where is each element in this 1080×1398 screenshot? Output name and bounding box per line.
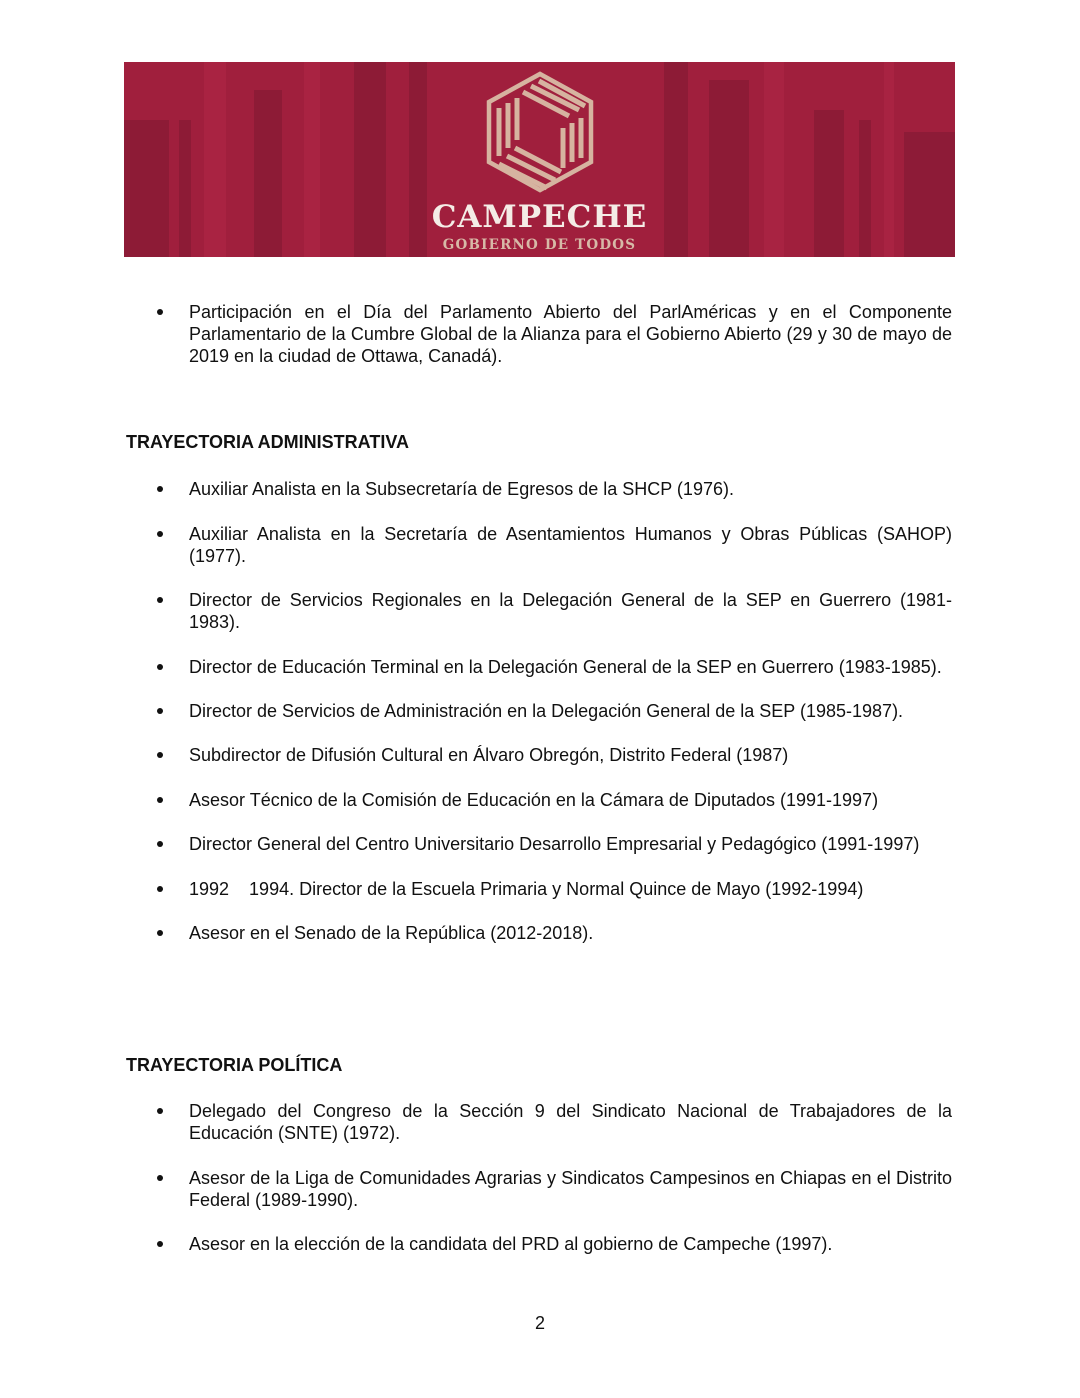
list-item: Asesor Técnico de la Comisión de Educación en la Cámara de Diputados (1991-1997)	[0, 789, 952, 811]
campeche-logo-icon	[481, 68, 599, 196]
list-item: Asesor en el Senado de la República (2012-2018).	[0, 922, 952, 944]
header-banner	[124, 62, 955, 257]
list-item: Director General del Centro Universitario Desarrollo Empresarial y Pedagógico (1991-1997)	[0, 833, 952, 855]
politica-list	[0, 1100, 1080, 1255]
intro-list	[0, 301, 1080, 367]
list-item: Director de Servicios de Administración en la Delegación General de la SEP (1985-1987).	[0, 700, 952, 722]
list-item: Director de Servicios Regionales en la Delegación General de la SEP en Guerrero (1981-1983).	[0, 589, 952, 633]
list-item: Auxiliar Analista en la Subsecretaría de Egresos de la SHCP (1976).	[0, 478, 952, 500]
list-item: Director de Educación Terminal en la Delegación General de la SEP en Guerrero (1983-1985).	[0, 656, 952, 678]
section-heading-politica: TRAYECTORIA POLÍTICA	[126, 1055, 343, 1075]
list-item: Asesor de la Liga de Comunidades Agrarias y Sindicatos Campesinos en Chiapas en el Distrito Federal (1989-1990).	[0, 1167, 952, 1211]
list-item: Participación en el Día del Parlamento Abierto del ParlAméricas y en el Componente Parlamentario de la Cumbre Global de la Alianza para el Gobierno Abierto (29 y 30 de mayo de 2019 en la ciudad de Ottawa, Canadá).	[0, 301, 952, 367]
administrativa-list	[0, 478, 1080, 944]
page-number: 2	[534, 1313, 545, 1333]
section-heading-administrativa: TRAYECTORIA ADMINISTRATIVA	[126, 432, 410, 452]
list-item: Delegado del Congreso de la Sección 9 del Sindicato Nacional de Trabajadores de la Educación (SNTE) (1972).	[0, 1100, 952, 1144]
brand-subtitle: GOBIERNO DE TODOS	[442, 237, 637, 253]
list-item: 1992 1994. Director de la Escuela Primaria y Normal Quince de Mayo (1992-1994)	[0, 878, 952, 900]
list-item: Asesor en la elección de la candidata del PRD al gobierno de Campeche (1997).	[0, 1233, 952, 1255]
list-item: Subdirector de Difusión Cultural en Álvaro Obregón, Distrito Federal (1987)	[0, 744, 952, 766]
list-item: Auxiliar Analista en la Secretaría de Asentamientos Humanos y Obras Públicas (SAHOP) (1977).	[0, 523, 952, 567]
brand-name: CAMPECHE	[431, 199, 648, 235]
